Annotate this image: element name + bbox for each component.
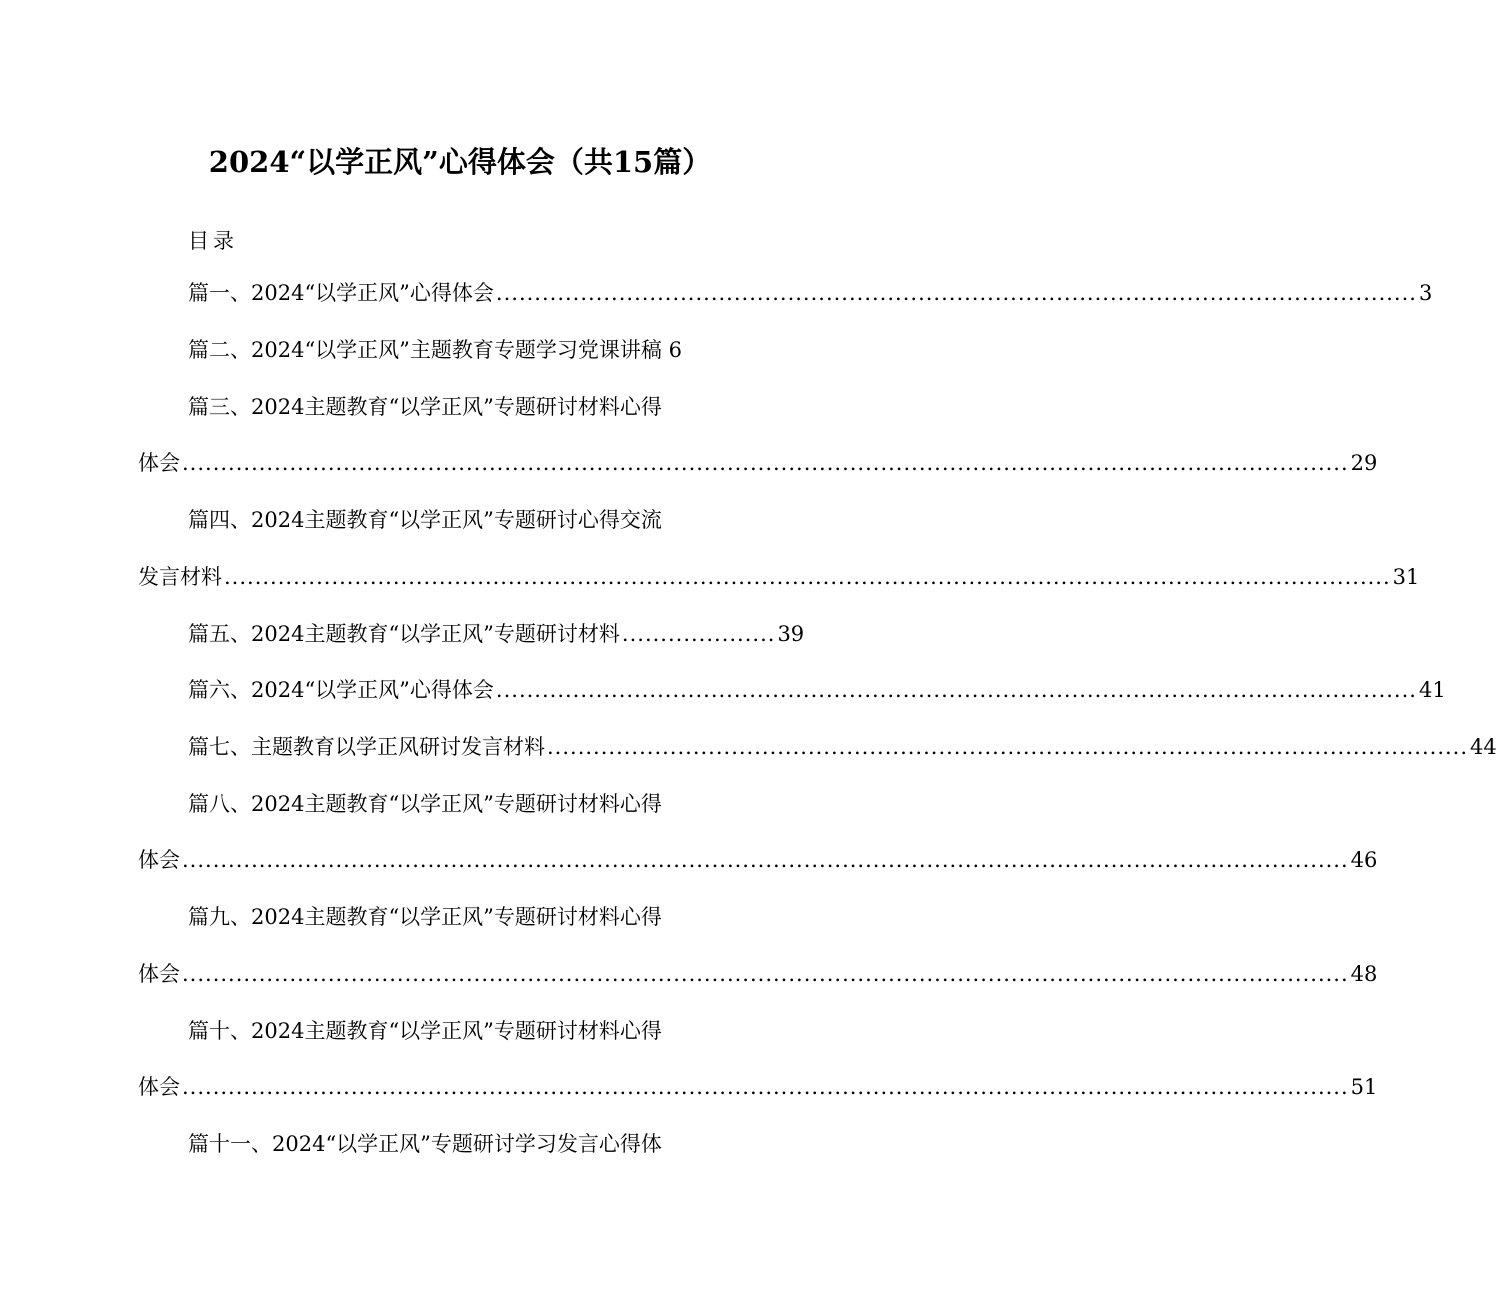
toc-entry-8 bbox=[188, 789, 662, 819]
toc-leader-dots: ........................................................................................................................ bbox=[547, 735, 1469, 759]
toc-entry-title-continuation: 体会 bbox=[138, 848, 180, 872]
toc-entry-title: 篇七、主题教育以学正风研讨发言材料 bbox=[188, 735, 545, 759]
toc-entry-page: 51 bbox=[1350, 1075, 1378, 1099]
toc-entry-title: 篇五、2024主题教育“以学正风”专题研讨材料 bbox=[188, 622, 620, 646]
toc-entry-4-continuation bbox=[138, 562, 1420, 592]
toc-entry-10-continuation bbox=[138, 1072, 1378, 1102]
toc-entry-title: 篇二、2024“以学正风”主题教育专题学习党课讲稿 bbox=[188, 338, 662, 362]
toc-entry-title: 篇九、2024主题教育“以学正风”专题研讨材料心得 bbox=[188, 905, 662, 929]
toc-entry-8-continuation bbox=[138, 845, 1378, 875]
toc-leader-dots: .................... bbox=[621, 622, 776, 646]
toc-entry-page: 6 bbox=[668, 338, 682, 362]
toc-entry-title: 篇十、2024主题教育“以学正风”专题研讨材料心得 bbox=[188, 1019, 662, 1043]
toc-entry-title: 篇八、2024主题教育“以学正风”专题研讨材料心得 bbox=[188, 792, 662, 816]
toc-entry-7 bbox=[188, 732, 1497, 762]
toc-entry-page: 46 bbox=[1350, 848, 1378, 872]
toc-entry-6 bbox=[188, 675, 1446, 705]
toc-entry-title-continuation: 体会 bbox=[138, 1075, 180, 1099]
toc-entry-title-continuation: 体会 bbox=[138, 962, 180, 986]
toc-entry-2 bbox=[188, 335, 682, 365]
toc-entry-page: 48 bbox=[1350, 962, 1378, 986]
toc-entry-page: 39 bbox=[777, 622, 805, 646]
toc-entry-3 bbox=[188, 392, 662, 422]
toc-leader-dots: ........................................................................................................................................................ bbox=[224, 565, 1391, 589]
toc-entry-title: 篇六、2024“以学正风”心得体会 bbox=[188, 678, 494, 702]
toc-entry-4 bbox=[188, 505, 662, 535]
toc-entry-title: 篇十一、2024“以学正风”专题研讨学习发言心得体 bbox=[188, 1132, 662, 1156]
toc-entry-10 bbox=[188, 1016, 662, 1046]
toc-leader-dots: ........................................................................................................................ bbox=[495, 678, 1417, 702]
toc-leader-dots: ........................................................................................................................................................ bbox=[182, 848, 1349, 872]
toc-leader-dots: ........................................................................................................................................................ bbox=[182, 1075, 1349, 1099]
toc-entry-5 bbox=[188, 619, 805, 649]
toc-entry-3-continuation bbox=[138, 448, 1378, 478]
toc-entry-9 bbox=[188, 902, 662, 932]
toc-entry-page: 31 bbox=[1392, 565, 1420, 589]
toc-entry-title: 篇三、2024主题教育“以学正风”专题研讨材料心得 bbox=[188, 395, 662, 419]
toc-entry-page: 3 bbox=[1418, 281, 1433, 305]
toc-leader-dots: ........................................................................................................................................................ bbox=[182, 451, 1349, 475]
toc-entry-1 bbox=[188, 278, 1433, 308]
toc-entry-page: 41 bbox=[1418, 678, 1446, 702]
toc-leader-dots: ........................................................................................................................................................ bbox=[182, 962, 1349, 986]
toc-heading: 目录 bbox=[188, 229, 238, 253]
toc-entry-9-continuation bbox=[138, 959, 1378, 989]
toc-entry-11 bbox=[188, 1129, 662, 1159]
toc-entry-title: 篇一、2024“以学正风”心得体会 bbox=[188, 281, 494, 305]
toc-entry-title-continuation: 发言材料 bbox=[138, 565, 222, 589]
toc-entry-page: 44 bbox=[1470, 735, 1497, 759]
document-title: 2024“以学正风”心得体会（共15篇） bbox=[208, 145, 712, 179]
toc-leader-dots: ........................................................................................................................ bbox=[495, 281, 1417, 305]
toc-entry-title-continuation: 体会 bbox=[138, 451, 180, 475]
toc-entry-title: 篇四、2024主题教育“以学正风”专题研讨心得交流 bbox=[188, 508, 662, 532]
toc-entry-page: 29 bbox=[1350, 451, 1378, 475]
